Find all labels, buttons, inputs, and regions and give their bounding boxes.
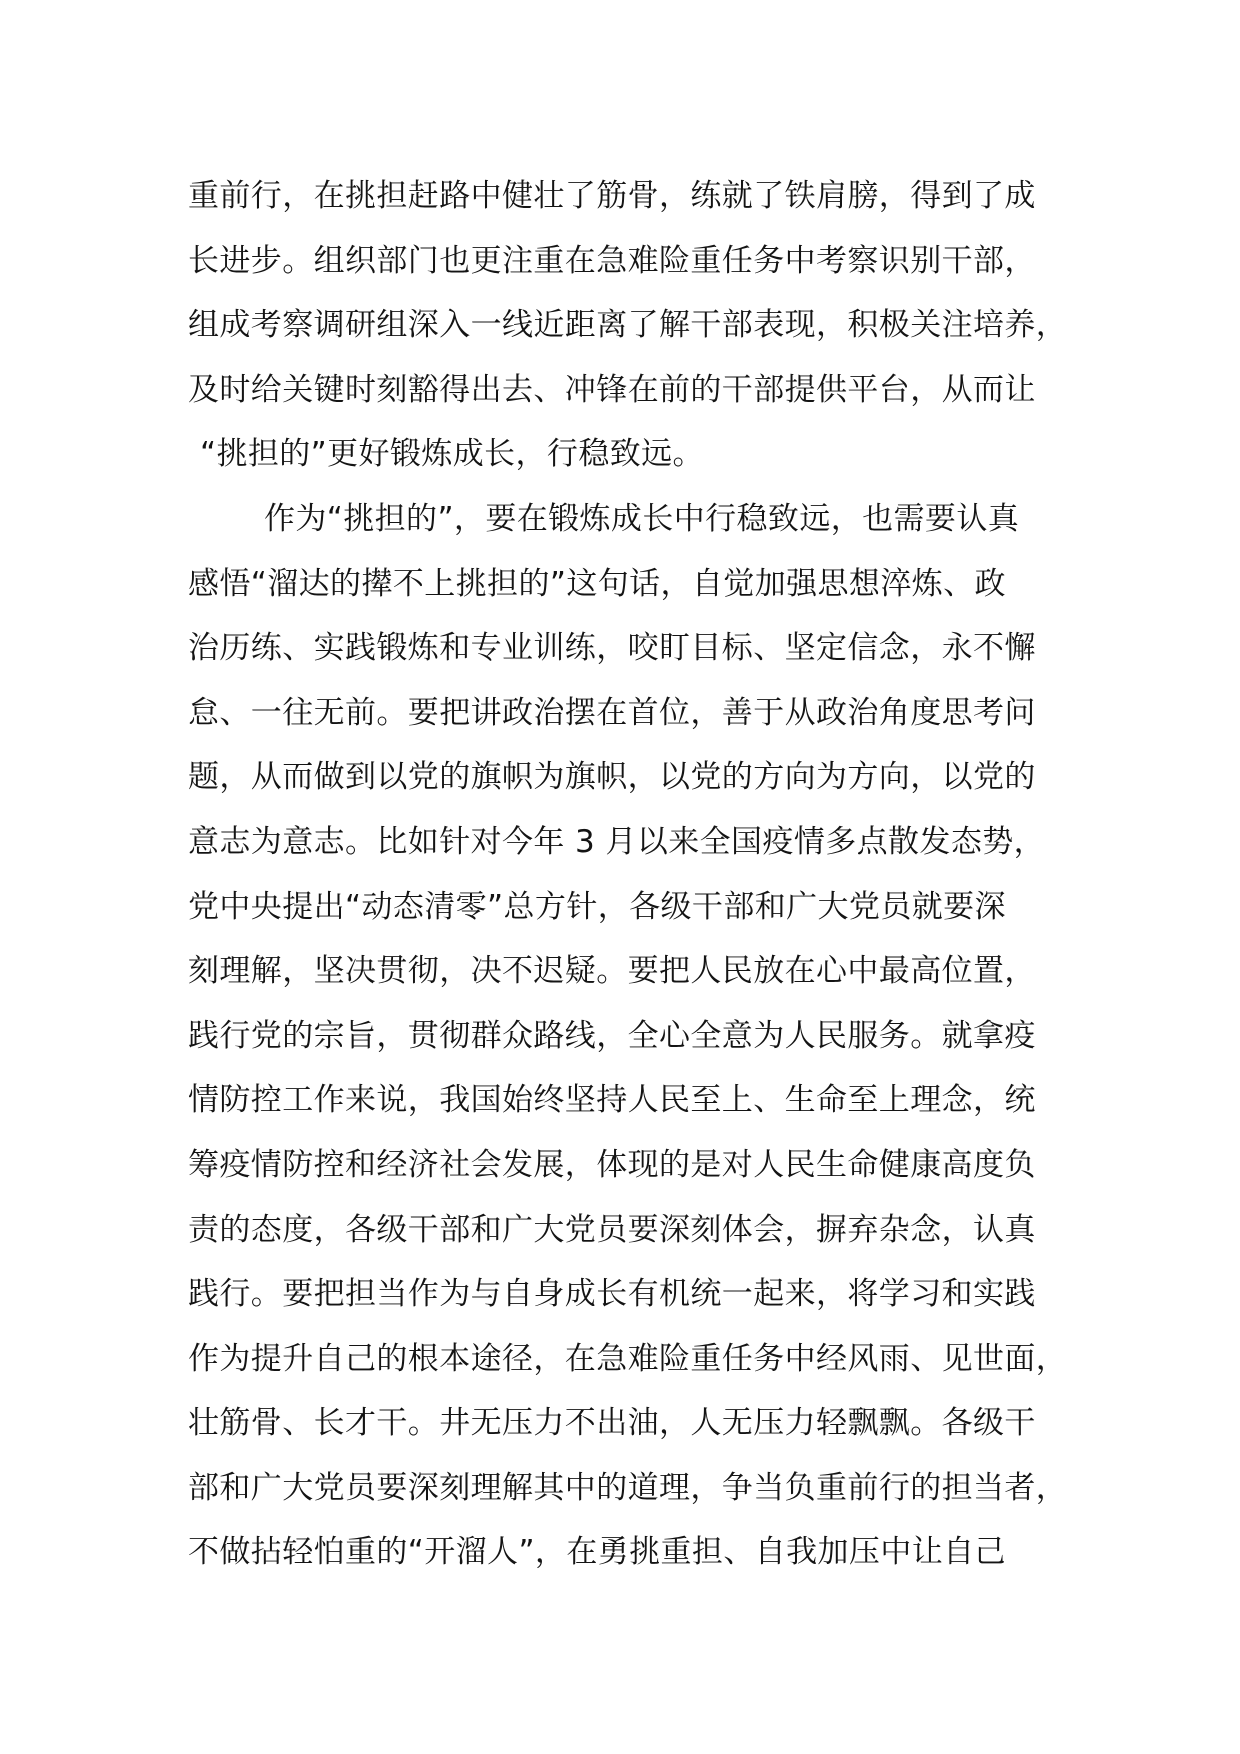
text-line: 怠、一往无前。要把讲政治摆在首位，善于从政治角度思考问 — [188, 694, 1036, 731]
text-line: 重前行，在挑担赶路中健壮了筋骨，练就了铁肩膀，得到了成 — [188, 178, 1036, 214]
text-line: 筹疫情防控和经济社会发展，体现的是对人民生命健康高度负 — [188, 1146, 1036, 1183]
text-line: 壮筋骨、长才干。井无压力不出油，人无压力轻飘飘。各级干 — [188, 1405, 1036, 1442]
text-line: 意志为意志。比如针对今年 3 月以来全国疫情多点散发态势， — [188, 823, 1046, 860]
text-line: 及时给关键时刻豁得出去、冲锋在前的干部提供平台，从而让 — [188, 371, 1036, 408]
text-line: “挑担的”更好锻炼成长，行稳致远。 — [200, 436, 704, 473]
text-line: 不做拈轻怕重的“开溜人”，在勇挑重担、自我加压中让自己 — [188, 1534, 1006, 1571]
text-line: 践行。要把担当作为与自身成长有机统一起来，将学习和实践 — [188, 1276, 1036, 1313]
text-line: 党中央提出“动态清零”总方针，各级干部和广大党员就要深 — [188, 888, 1006, 925]
paragraph-first-line: 作为“挑担的”，要在锻炼成长中行稳致远，也需要认真 — [264, 500, 1020, 537]
text-line: 部和广大党员要深刻理解其中的道理，争当负重前行的担当者， — [188, 1469, 1068, 1506]
text-line: 情防控工作来说，我国始终坚持人民至上、生命至上理念，统 — [188, 1082, 1036, 1119]
text-line: 感悟“溜达的撵不上挑担的”这句话，自觉加强思想淬炼、政 — [188, 565, 1006, 602]
text-line: 践行党的宗旨，贯彻群众路线，全心全意为人民服务。就拿疫 — [188, 1017, 1036, 1054]
text-line: 责的态度，各级干部和广大党员要深刻体会，摒弃杂念，认真 — [188, 1211, 1036, 1248]
text-line: 刻理解，坚决贯彻，决不迟疑。要把人民放在心中最高位置， — [188, 953, 1036, 990]
text-line: 作为提升自己的根本途径，在急难险重任务中经风雨、见世面， — [188, 1340, 1068, 1377]
body-text — [188, 164, 1088, 1585]
text-line: 组成考察调研组深入一线近距离了解干部表现，积极关注培养， — [188, 307, 1068, 344]
text-line: 长进步。组织部门也更注重在急难险重任务中考察识别干部， — [188, 242, 1036, 279]
text-line: 治历练、实践锻炼和专业训练，咬盯目标、坚定信念，永不懈 — [188, 630, 1036, 667]
text-line: 题，从而做到以党的旗帜为旗帜，以党的方向为方向，以党的 — [188, 759, 1036, 796]
